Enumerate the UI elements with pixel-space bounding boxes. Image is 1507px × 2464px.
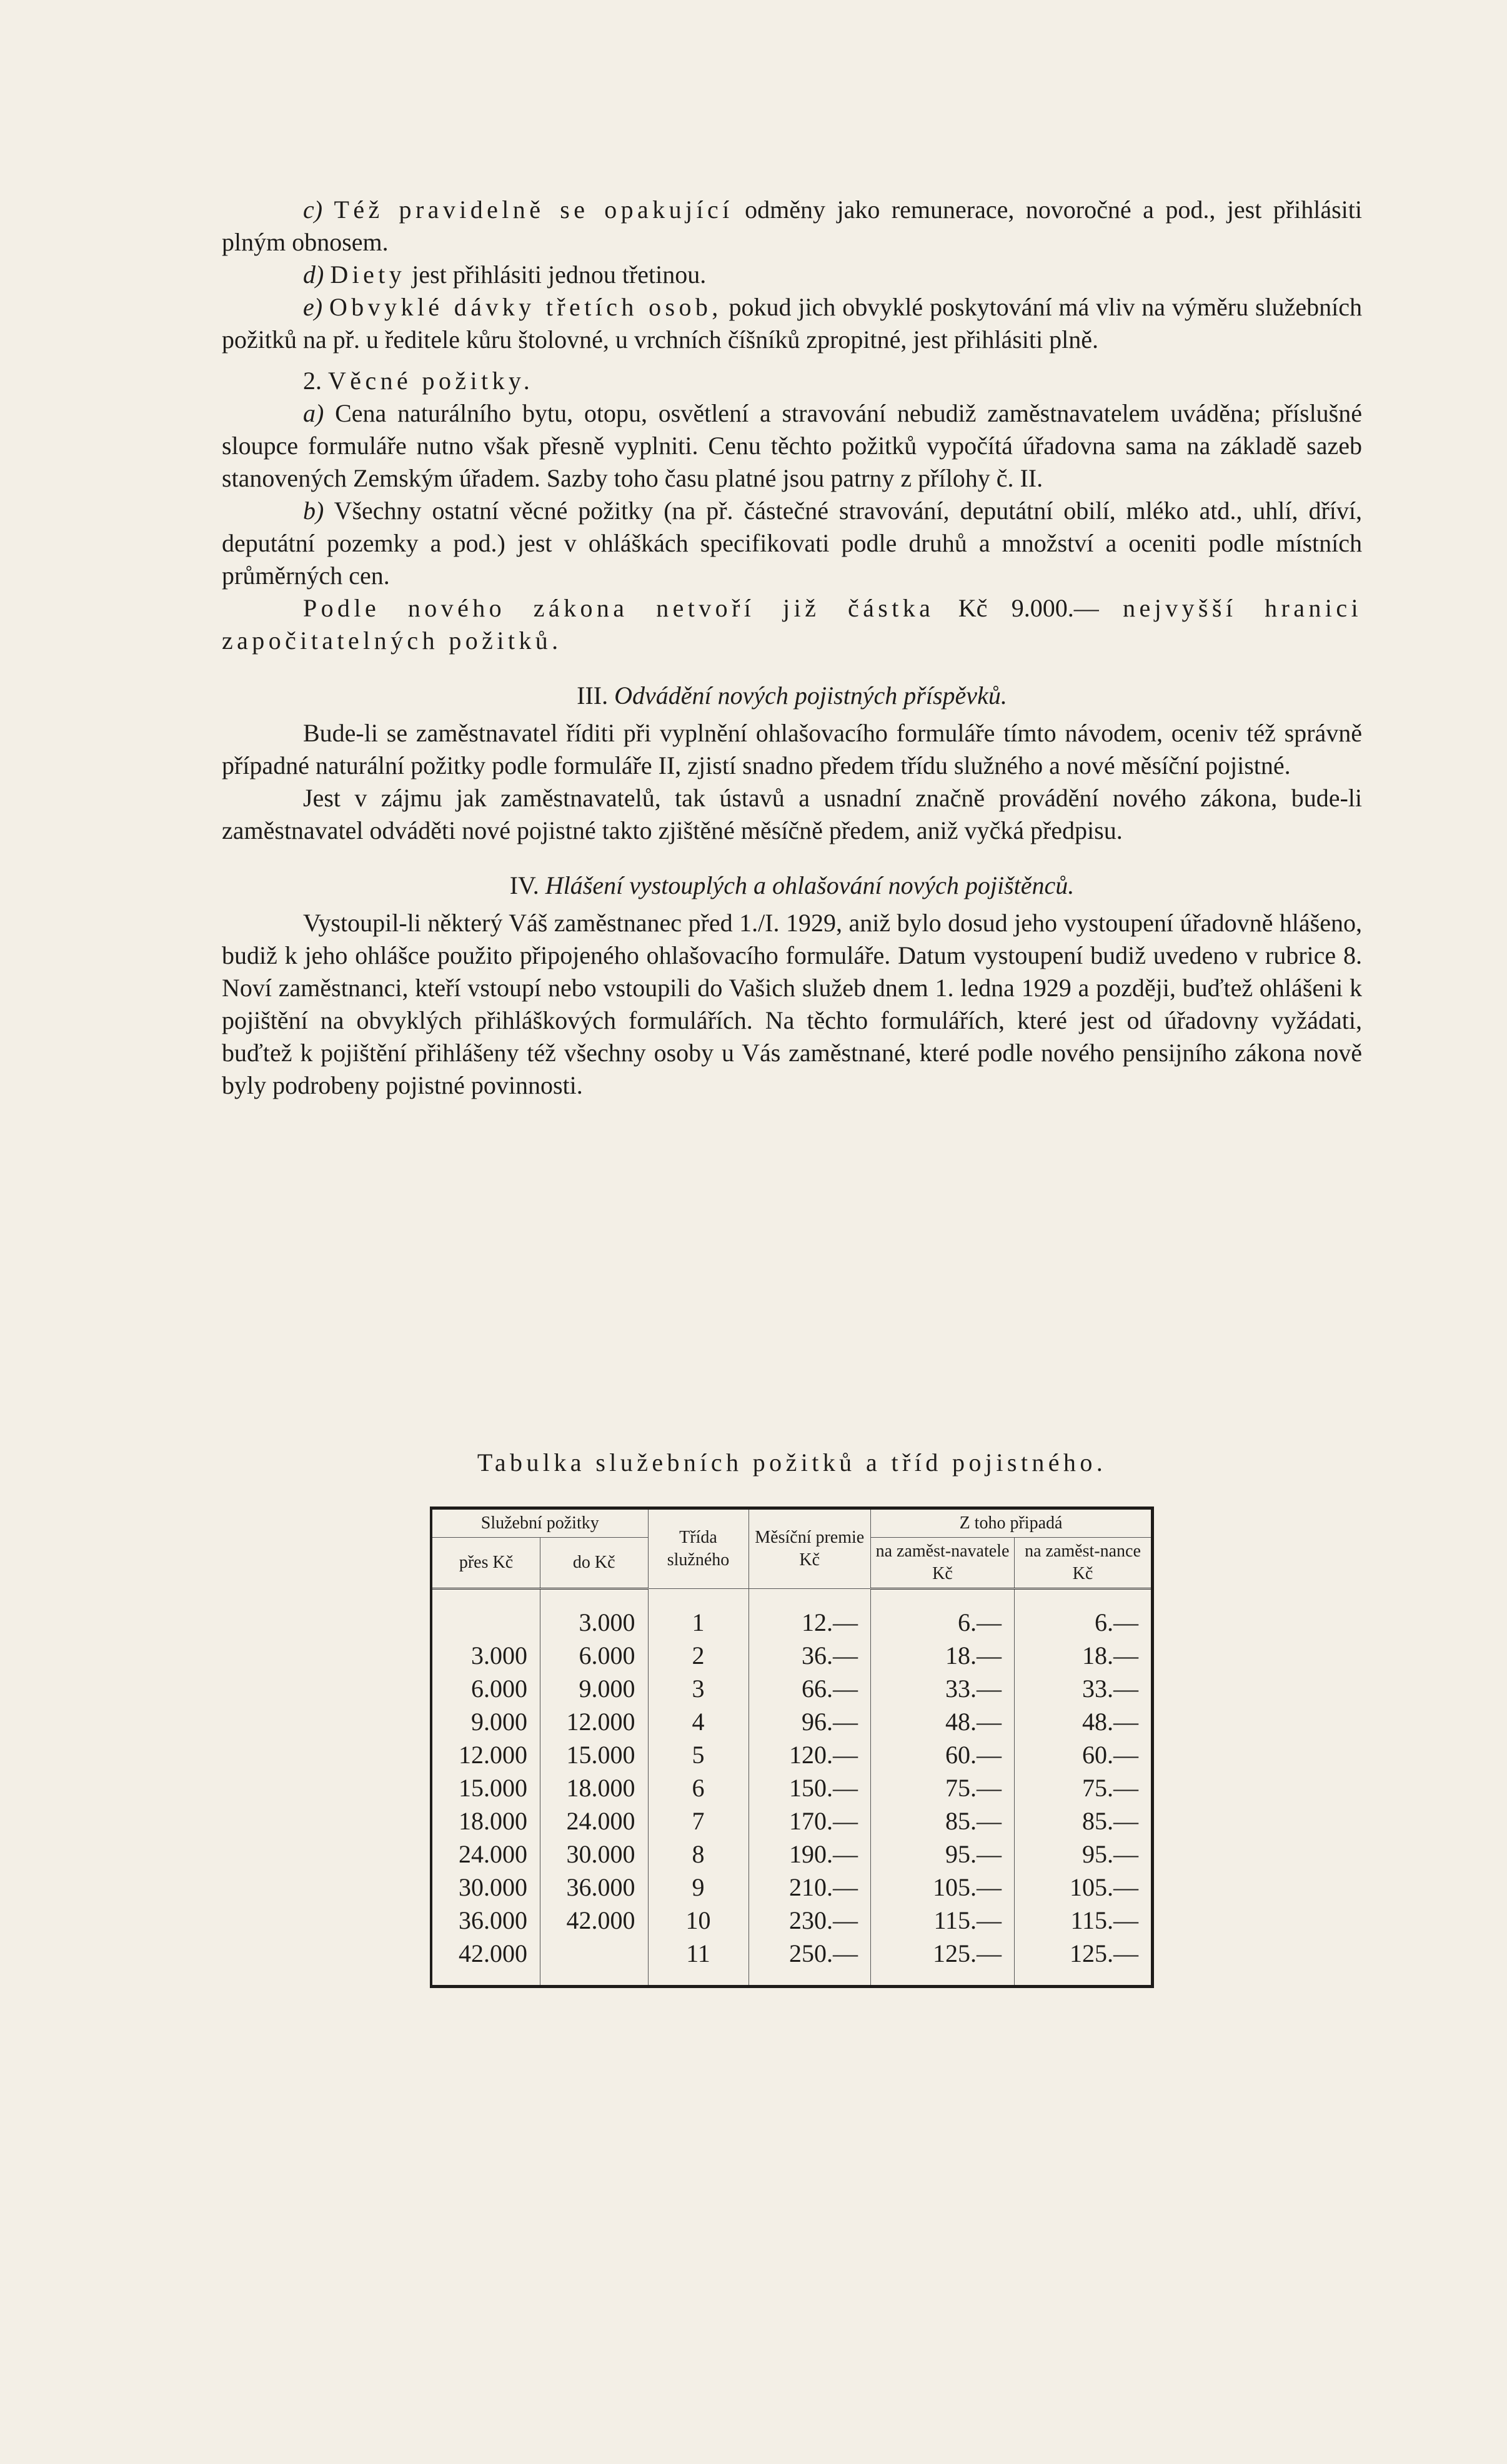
cell-pres: 42.000 — [432, 1937, 540, 1985]
cell-zamestnanec: 6.— — [1095, 1608, 1138, 1636]
section-3-paragraph-2: Jest v zájmu jak zaměstnavatelů, tak ústavů a usnadní značně provádění nového zákona, bude-li zaměstnavatel odváděti nové pojistné takto zjištěné měsíčně předem, aniž vyčká předpisu. — [222, 784, 1362, 844]
cell-do: 12.000 — [540, 1705, 649, 1738]
table-row — [432, 1639, 1151, 1672]
cell-trida: 8 — [648, 1838, 749, 1871]
header-do: do Kč — [540, 1538, 649, 1589]
cell-trida: 3 — [648, 1672, 749, 1705]
cell-zamestnavatel: 125.— — [871, 1937, 1015, 1985]
table-body — [432, 1589, 1151, 1986]
paragraph-law: Podle nového zákona netvoří již částka Kč 9.000.— nejvyšší hranici započitatelných požitků. — [222, 594, 1362, 655]
cell-zamestnanec: 95.— — [1082, 1840, 1138, 1868]
cell-do: 3.000 — [540, 1589, 649, 1640]
table-row — [432, 1937, 1151, 1985]
cell-do: 6.000 — [540, 1639, 649, 1672]
table-title: Tabulka služebních požitků a tříd pojistného. — [477, 1448, 1107, 1477]
table-row — [432, 1838, 1151, 1871]
cell-premie: 36.— — [749, 1639, 871, 1672]
cell-zamestnavatel: 18.— — [871, 1639, 1015, 1672]
cell-zamestnanec: 18.— — [1082, 1641, 1138, 1670]
upper-text — [222, 194, 1362, 1102]
header-group-z-toho: Z toho připadá — [871, 1510, 1151, 1538]
cell-zamestnanec: 125.— — [1070, 1939, 1138, 1967]
cell-pres: 12.000 — [432, 1738, 540, 1771]
cell-pres: 24.000 — [432, 1838, 540, 1871]
table-row — [432, 1871, 1151, 1904]
table-row — [432, 1738, 1151, 1771]
table-row — [432, 1804, 1151, 1838]
header-zamestnance: na zaměst-nance Kč — [1015, 1538, 1151, 1589]
cell-zamestnavatel: 48.— — [871, 1705, 1015, 1738]
paragraph-b: b) Všechny ostatní věcné požitky (na př. částečné stravování, deputátní obilí, mléko atd., uhlí, dříví, deputátní pozemky a pod.) jest v ohláškách specifikovati podle druhů a množství a oceniti podle místních průměrných cen. — [222, 497, 1363, 590]
cell-do: 15.000 — [540, 1738, 649, 1771]
table-row — [432, 1672, 1151, 1705]
cell-pres: 6.000 — [432, 1672, 540, 1705]
cell-pres: 30.000 — [432, 1871, 540, 1904]
cell-trida: 11 — [648, 1937, 749, 1985]
header-group-pozitky: Služební požitky — [432, 1510, 648, 1538]
table-row — [432, 1771, 1151, 1804]
paragraph-d: d) Diety jest přihlásiti jednou třetinou. — [303, 260, 707, 289]
cell-do: 42.000 — [540, 1904, 649, 1937]
section-4-paragraph-1: Vystoupil-li některý Váš zaměstnanec před 1./I. 1929, aniž bylo dosud jeho vystoupení úřadovně hlášeno, budiž k jeho ohlášce použito připojeného ohlašovacího formuláře. Datum vystoupení budiž uvedeno v rubrice 8. Noví zaměstnanci, kteří vstoupí nebo vstoupili do Vašich služeb dnem 1. ledna 1929 a později, buďtež ohlášeni k pojištění na obvyklých přihláškových formulářích. Na těchto formulářích, které jest od úřadovny vyžádati, buďtež k pojištění přihlášeny též všechny osoby u Vás zaměstnané, které podle nového pensijního zákona nově byly podrobeny pojistné povinnosti. — [222, 909, 1362, 1099]
cell-do: 18.000 — [540, 1771, 649, 1804]
cell-premie: 150.— — [749, 1771, 871, 1804]
cell-trida: 1 — [648, 1589, 749, 1640]
cell-zamestnavatel: 115.— — [871, 1904, 1015, 1937]
cell-pres: 18.000 — [432, 1804, 540, 1838]
header-mesicni-premie: Měsíční premie Kč — [749, 1510, 871, 1589]
cell-pres: 15.000 — [432, 1771, 540, 1804]
cell-zamestnanec: 48.— — [1082, 1708, 1138, 1736]
cell-premie: 96.— — [749, 1705, 871, 1738]
header-trida: Třída služného — [648, 1510, 749, 1589]
cell-premie: 190.— — [749, 1838, 871, 1871]
cell-premie: 250.— — [749, 1937, 871, 1985]
cell-zamestnanec: 60.— — [1082, 1741, 1138, 1769]
cell-pres — [432, 1589, 540, 1640]
cell-pres: 3.000 — [432, 1639, 540, 1672]
cell-zamestnavatel: 60.— — [871, 1738, 1015, 1771]
cell-premie: 120.— — [749, 1738, 871, 1771]
cell-premie: 230.— — [749, 1904, 871, 1937]
cell-zamestnavatel: 95.— — [871, 1838, 1015, 1871]
cell-do: 30.000 — [540, 1838, 649, 1871]
cell-zamestnavatel: 75.— — [871, 1771, 1015, 1804]
cell-do: 9.000 — [540, 1672, 649, 1705]
cell-zamestnavatel: 105.— — [871, 1871, 1015, 1904]
cell-zamestnanec: 115.— — [1070, 1906, 1138, 1934]
cell-trida: 4 — [648, 1705, 749, 1738]
cell-pres: 9.000 — [432, 1705, 540, 1738]
paragraph-a: a) Cena naturálního bytu, otopu, osvětlení a stravování nebudiž zaměstnavatelem uváděna; příslušné sloupce formuláře nutno však přesně vyplniti. Cenu těchto požitků vypočítá úřadovna sama na základě sazeb stanovených Zemským úřadem. Sazby toho času platné jsou patrny z přílohy č. II. — [222, 399, 1363, 492]
table-row — [432, 1705, 1151, 1738]
cell-trida: 9 — [648, 1871, 749, 1904]
cell-do: 36.000 — [540, 1871, 649, 1904]
cell-trida: 5 — [648, 1738, 749, 1771]
header-pres: přes Kč — [432, 1538, 540, 1589]
cell-trida: 2 — [648, 1639, 749, 1672]
cell-zamestnavatel: 6.— — [871, 1589, 1015, 1640]
table-row — [432, 1904, 1151, 1937]
insurance-table — [430, 1507, 1154, 1988]
section-4-heading: IV. Hlášení vystouplých a ohlašování nových pojištěnců. — [509, 871, 1075, 899]
section-3-paragraph-1: Bude-li se zaměstnavatel říditi při vyplnění ohlašovacího formuláře tímto návodem, oceniv též správně případné naturální požitky podle formuláře II, zjistí snadno předem třídu služného a nové měsíční pojistné. — [222, 719, 1362, 779]
section-2-heading: 2. Věcné požitky. — [303, 367, 534, 395]
header-zamestnavatele: na zaměst-navatele Kč — [871, 1538, 1015, 1589]
cell-zamestnanec: 85.— — [1082, 1807, 1138, 1835]
table-row — [432, 1589, 1151, 1640]
cell-zamestnavatel: 33.— — [871, 1672, 1015, 1705]
cell-premie: 12.— — [749, 1589, 871, 1640]
cell-trida: 6 — [648, 1771, 749, 1804]
cell-premie: 210.— — [749, 1871, 871, 1904]
paragraph-e: e) Obvyklé dávky třetích osob, pokud jich obvyklé poskytování má vliv na výměru služebních požitků na př. u ředitele kůru štolovné, u vrchních číšníků zpropitné, jest přihlásiti plně. — [222, 293, 1363, 354]
cell-zamestnanec: 105.— — [1070, 1873, 1138, 1901]
cell-do — [540, 1937, 649, 1985]
section-3-heading: III. Odvádění nových pojistných příspěvků. — [577, 681, 1007, 710]
cell-do: 24.000 — [540, 1804, 649, 1838]
cell-premie: 66.— — [749, 1672, 871, 1705]
cell-pres: 36.000 — [432, 1904, 540, 1937]
paragraph-c: c) Též pravidelně se opakující odměny jako remunerace, novoročné a pod., jest přihlásiti plným obnosem. — [222, 195, 1363, 256]
cell-premie: 170.— — [749, 1804, 871, 1838]
cell-zamestnanec: 33.— — [1082, 1675, 1138, 1703]
cell-trida: 7 — [648, 1804, 749, 1838]
cell-zamestnanec: 75.— — [1082, 1774, 1138, 1802]
cell-zamestnavatel: 85.— — [871, 1804, 1015, 1838]
cell-trida: 10 — [648, 1904, 749, 1937]
